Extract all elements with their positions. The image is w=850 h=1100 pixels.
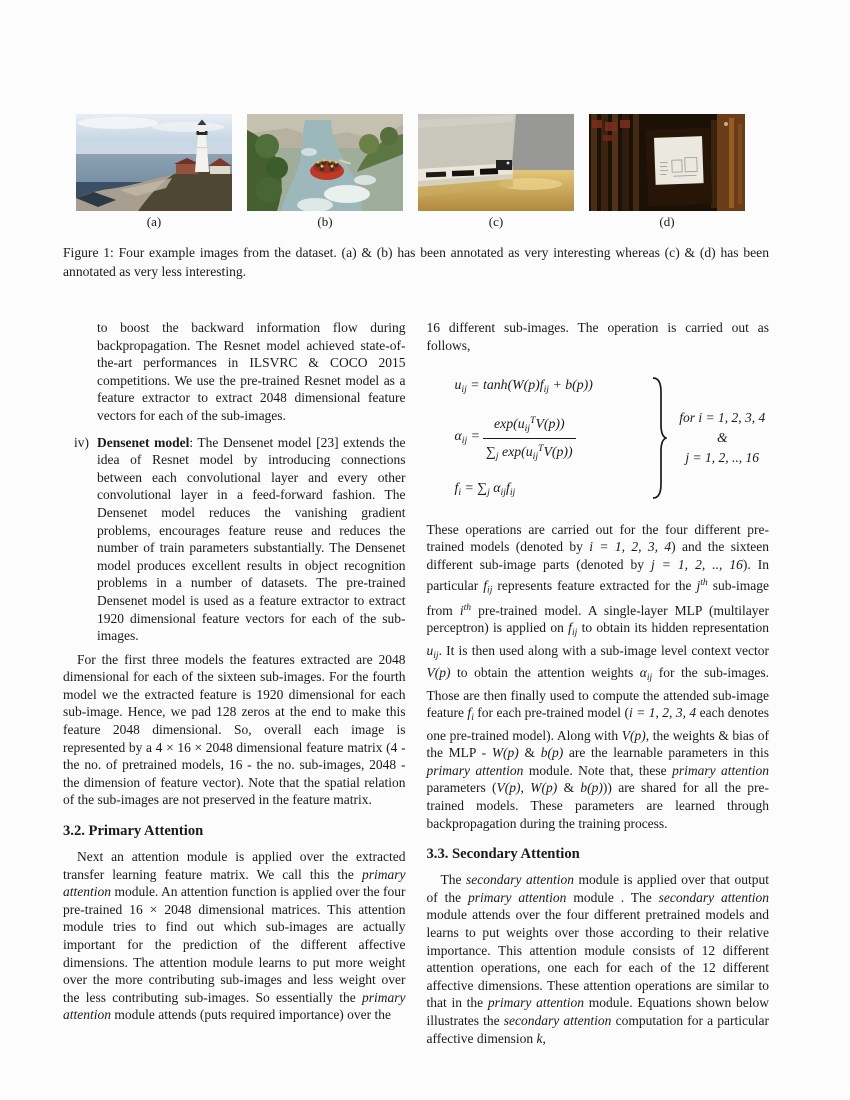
figure-caption: Figure 1: Four example images from the dataset. (a) & (b) has been annotated as very interesting whereas (c) & (d) has been annotated as very less interesting.	[63, 245, 769, 279]
paper-page	[63, 114, 769, 1047]
subfigure-label-b: (b)	[317, 214, 333, 229]
equation-alpha-ij	[455, 412, 650, 465]
section-heading-secondary-attention: 3.3. Secondary Attention	[426, 846, 580, 863]
paragraph-resnet-continuation: to boost the backward information flow during backpropagation. The Resnet model achieved state-of-the-art performances in ILSVRC & COCO 2015 competitions. We use the pre-trained Resnet model as a feature extractor to extract 2048 dimensional feature vectors for each of the sub-images.	[97, 320, 406, 423]
fraction-denominator: $\sum_j$ $\exp(u_{ij}^TV(p))$	[483, 438, 576, 465]
equation-f-i: $f_i = \sum_j$ $\alpha_{ij}f_{ij}$	[454, 479, 516, 498]
list-item-iv-densenet	[63, 434, 406, 645]
subfigure-label-d: (d)	[659, 214, 675, 229]
subfigure-label-a: (a)	[146, 214, 162, 229]
right-brace-icon	[651, 377, 667, 499]
equation-alpha-lhs: $\alpha_{ij}$ =	[454, 428, 480, 447]
paragraph-primary-attention: Next an attention module is applied over the extracted transfer learning feature matrix. We call this the primary attention module. An attention function is applied over the four pre-trained 16 × 2048 dimensional matrices. This attention module tries to find out which sub-images are actually important for the prediction of the different affective dimensions. The attention module learns to put more weight over the more contributing sub-images and less weight over the less contributing sub-images. So essentially the primary attention module attends (puts required importance) over the	[63, 849, 406, 1023]
subfigure-labels	[76, 214, 769, 230]
section-heading-primary-attention: 3.2. Primary Attention	[63, 823, 204, 840]
subfigure-label-c: (c)	[488, 214, 504, 229]
left-column	[63, 319, 406, 1047]
paragraph-operations-explained: These operations are carried out for the four different pre-trained models (denoted by i = 1, 2, 3, 4) and the sixteen different sub-image parts (denoted by j = 1, 2, .., 16). In particular $f_{ij}$ represents feature extracted for the $j^{th}$ sub-image from $i^{th}$ pre-trained model. A single-layer MLP (multilayer perceptron) is applied on $f_{ij}$ to obtain its hidden representation $u_{ij}$. It is then used along with a sub-image level context vector V(p) to obtain the attention weights $\alpha_{ij}$ for the sub-images. Those are then finally used to compute the attended sub-image feature $f_i$ for each pre-trained model (i = 1, 2, 3, 4 each denotes one pre-trained model). Along with V(p), the weights & bias of the MLP - W(p) & b(p) are the learnable parameters in this primary attention module. Note that, these primary attention parameters (V(p), W(p) & b(p))) are shared for all the pre-trained models. These parameters are learned through backpropagation during the training process.	[426, 521, 770, 831]
figure1-image-b	[247, 114, 403, 211]
condition-line-1: for i = 1, 2, 3, 4 &	[679, 410, 766, 446]
paragraph-secondary-attention: The secondary attention module is applied over that output of the primary attention module . The secondary attention module attends over the four different pretrained models and learns to put weights over those according to their relative importance. This attention module consists of 12 different attention operations, one each for each of the 12 different affective dimensions. These attention operations are similar to that in the primary attention module. Equations shown below illustrates the secondary attention computation for a particular affective dimension k,	[426, 872, 769, 1046]
paragraph-feature-matrix: For the first three models the features extracted are 2048 dimensional for each of the sixteen sub-images. For the fourth model we the extracted feature is 1920 dimensional for each sub-image. Hence, we pad 128 zeros at the end to make this feature 2048 dimensional. So, overall each image is represented by a 4 × 16 × 2048 dimensional feature matrix (4 - the no. of pretrained models, 16 - the no. sub-images, 2048 - the dimension of feature vector). Note that the spatial relation of the sub-images are not preserved in the feature matrix.	[63, 651, 406, 808]
condition-line-2: j = 1, 2, .., 16	[685, 450, 760, 466]
equation-u-ij: $u_{ij} = \tanh(W(p)f_{ij} + b(p))$	[454, 377, 593, 396]
figure-images	[76, 114, 769, 211]
figure1-image-d	[589, 114, 745, 211]
equation-fraction	[483, 412, 576, 465]
right-column	[427, 319, 770, 1047]
equation-block	[455, 376, 770, 501]
list-item-body: Densenet model: The Densenet model [23] extends the idea of Resnet model by introducing connections between each convolutional layer and every other convolutional layer in a feed-forward fashion. The Densenet model reduces the vanishing gradient problems, encourages feature reuse and reduces the number of train parameters substantially. The Densenet model produces excellent results in object recognition problems in a number of datasets. The pre-trained Densenet model is used as a feature extractor to extract 1920 dimensional feature vectors for each of the sub-images.	[97, 434, 406, 644]
paragraph-operation-intro: 16 different sub-images. The operation is carried out as follows,	[426, 320, 769, 353]
equations	[455, 376, 650, 501]
fraction-numerator: $\exp(u_{ij}^TV(p))$	[493, 415, 565, 434]
figure1-image-c	[418, 114, 574, 211]
figure1-image-a	[76, 114, 232, 211]
figure-1	[63, 114, 769, 281]
body-columns	[63, 319, 769, 1047]
list-item-marker: iv)	[74, 434, 89, 450]
equation-conditions	[675, 408, 769, 468]
